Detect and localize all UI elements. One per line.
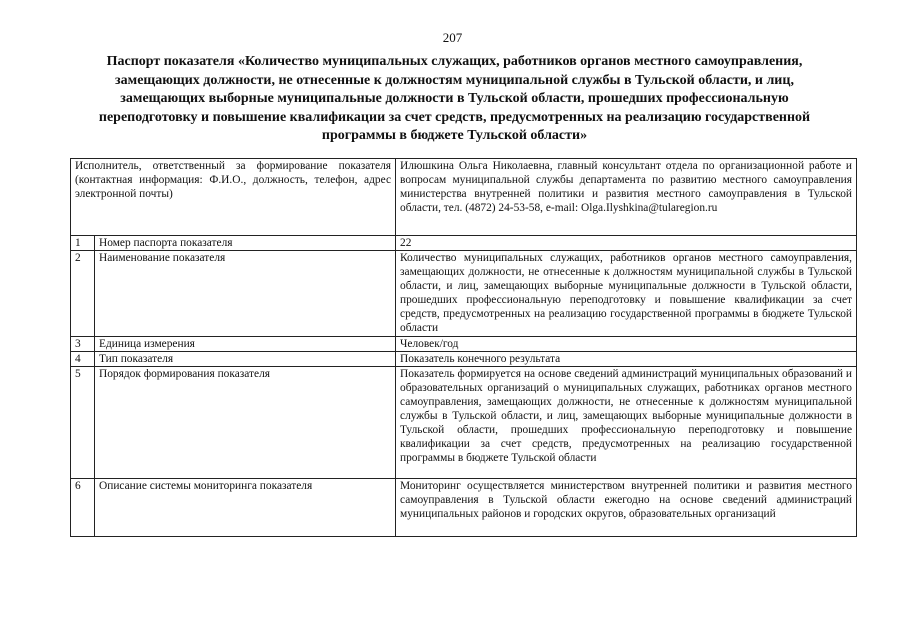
row-label: Порядок формирования показателя xyxy=(95,367,396,479)
row-number: 3 xyxy=(71,337,95,352)
row-number: 6 xyxy=(71,479,95,537)
table-row xyxy=(71,251,857,337)
row-label: Тип показателя xyxy=(95,352,396,367)
row-value: Мониторинг осуществляется министерством внутренней политики и развития местного самоуправления в Тульской области ежегодно на основе сведений администраций муниципальных районов и городских округов, образовательных организаций xyxy=(396,479,857,537)
table-row xyxy=(71,367,857,479)
row-value: Показатель конечного результата xyxy=(396,352,857,367)
document-title: Паспорт показателя «Количество муниципальных служащих, работников органов местного самоуправления, замещающих должности, не отнесенные к должностям муниципальной службы в Тульской области, и лиц, замещающих выборные муниципальные должности в Тульской области, прошедших профессиональную переподготовку и повышение квалификации за счет средств, предусмотренных на реализацию государственной программы в бюджете Тульской области» xyxy=(98,54,811,143)
table-row xyxy=(71,236,857,251)
row-value: Человек/год xyxy=(396,337,857,352)
row-value: 22 xyxy=(396,236,857,251)
executor-value: Илюшкина Ольга Николаевна, главный консультант отдела по организационной работе и вопросам муниципальной службы департамента по развитию местного самоуправления министерства внутренней политики и развития местного самоуправления в Тульской области, тел. (4872) 24-53-58, e-mail: Olga.Ilyshkina@tularegion.ru xyxy=(396,159,857,236)
row-value: Количество муниципальных служащих, работников органов местного самоуправления, замещающих должности, не отнесенные к должностям муниципальной службы в Тульской области, и лиц, замещающих выборные муниципальные должности в Тульской области, прошедших профессиональную переподготовку и повышение квалификации за счет средств, предусмотренных на реализацию государственной программы в бюджете Тульской области xyxy=(396,251,857,337)
table-row xyxy=(71,337,857,352)
row-label: Единица измерения xyxy=(95,337,396,352)
row-label: Наименование показателя xyxy=(95,251,396,337)
table-row xyxy=(71,352,857,367)
indicator-passport-table xyxy=(70,158,857,537)
table-row xyxy=(71,479,857,537)
row-number: 5 xyxy=(71,367,95,479)
page-number: 207 xyxy=(442,30,463,45)
row-number: 2 xyxy=(71,251,95,337)
executor-label: Исполнитель, ответственный за формирование показателя (контактная информация: Ф.И.О., должность, телефон, адрес электронной почты) xyxy=(71,159,396,236)
table-row-executor xyxy=(71,159,857,236)
row-label: Описание системы мониторинга показателя xyxy=(95,479,396,537)
row-label: Номер паспорта показателя xyxy=(95,236,396,251)
row-number: 1 xyxy=(71,236,95,251)
row-number: 4 xyxy=(71,352,95,367)
row-value: Показатель формируется на основе сведений администраций муниципальных образований и образовательных организаций о муниципальных служащих, работниках органов местного самоуправления, замещающих должности, не отнесенные к должностям муниципальной службы в Тульской области, и лиц, замещающих выборные муниципальные должности в Тульской области, прошедших профессиональную переподготовку и повышение квалификации за счет средств, предусмотренных на реализацию государственной программы в бюджете Тульской области xyxy=(396,367,857,479)
